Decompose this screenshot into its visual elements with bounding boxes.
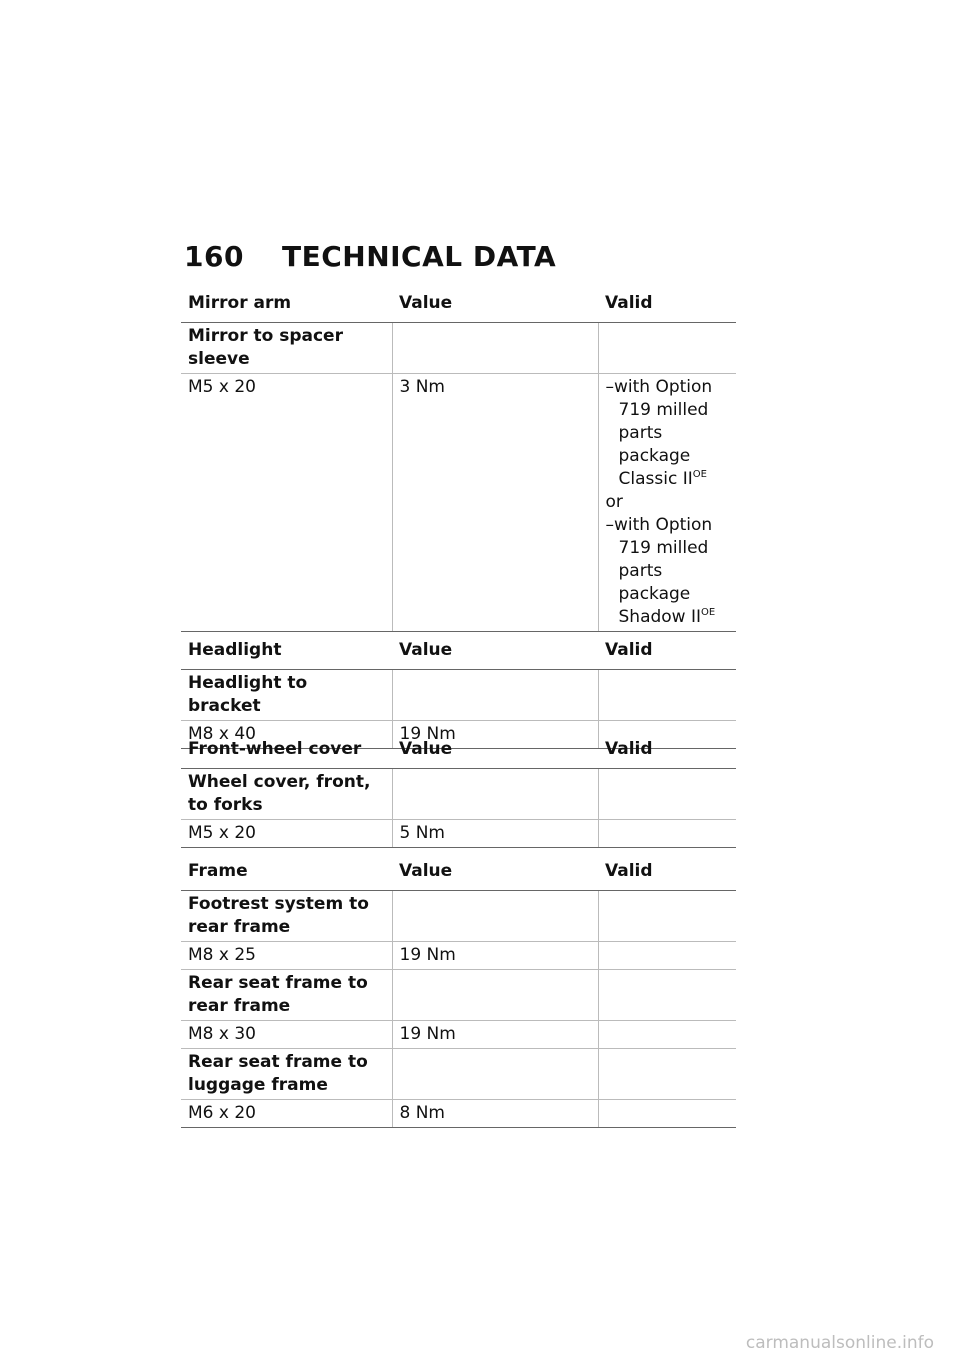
screw-size: M8 x 30	[181, 1021, 392, 1049]
table-row	[181, 891, 736, 942]
empty-cell	[392, 670, 598, 721]
or-separator: or	[605, 492, 623, 512]
table-row	[181, 942, 736, 970]
table-header-row	[181, 860, 736, 891]
validity-condition: –with Option 719 milled parts package Classic $II^{OE}$	[605, 377, 713, 489]
connection-label: Footrest system to rear frame	[181, 891, 392, 942]
connection-label: Mirror to spacer sleeve	[181, 323, 392, 374]
empty-cell	[598, 323, 736, 374]
connection-label: Wheel cover, front, to forks	[181, 769, 392, 820]
table-row	[181, 1021, 736, 1049]
empty-cell	[598, 1021, 736, 1049]
torque-value: 19 Nm	[392, 942, 598, 970]
empty-cell	[392, 1049, 598, 1100]
frame-table	[181, 860, 736, 1128]
page-number: 160	[184, 240, 244, 273]
screw-size: M6 x 20	[181, 1100, 392, 1128]
torque-value: 8 Nm	[392, 1100, 598, 1128]
torque-value: 3 Nm	[392, 374, 598, 632]
empty-cell	[598, 1100, 736, 1128]
table-header-row	[181, 639, 736, 670]
validity-cell	[598, 374, 736, 632]
connection-label: Headlight to bracket	[181, 670, 392, 721]
table-row	[181, 323, 736, 374]
table-row	[181, 1100, 736, 1128]
screw-size: M5 x 20	[181, 820, 392, 848]
empty-cell	[598, 769, 736, 820]
column-header-component: Mirror arm	[181, 292, 392, 323]
watermark-link[interactable]: carmanualsonline.info	[745, 1333, 934, 1353]
torque-value: 19 Nm	[392, 1021, 598, 1049]
table-row	[181, 670, 736, 721]
empty-cell	[392, 769, 598, 820]
table-header-row	[181, 292, 736, 323]
screw-size: M8 x 40	[181, 721, 392, 749]
column-header-component: Headlight	[181, 639, 392, 670]
torque-value: 5 Nm	[392, 820, 598, 848]
connection-label: Rear seat frame to rear frame	[181, 970, 392, 1021]
mirror-arm-table	[181, 292, 736, 632]
oe-marker: OE	[701, 607, 716, 618]
column-header-value: Value	[392, 738, 598, 769]
table-row	[181, 970, 736, 1021]
column-header-value: Value	[392, 639, 598, 670]
empty-cell	[392, 323, 598, 374]
column-header-valid: Valid	[598, 639, 736, 670]
connection-label: Rear seat frame to luggage frame	[181, 1049, 392, 1100]
screw-size: M8 x 25	[181, 942, 392, 970]
torque-value: 19 Nm	[392, 721, 598, 749]
column-header-component: Frame	[181, 860, 392, 891]
column-header-component: Front-wheel cover	[181, 738, 392, 769]
oe-marker: OE	[692, 469, 707, 480]
table-row	[181, 769, 736, 820]
page-title: TECHNICAL DATA	[282, 240, 557, 273]
column-header-value: Value	[392, 292, 598, 323]
page-header	[184, 240, 556, 273]
empty-cell	[598, 942, 736, 970]
empty-cell	[598, 1049, 736, 1100]
empty-cell	[392, 970, 598, 1021]
empty-cell	[598, 670, 736, 721]
table-row	[181, 374, 736, 632]
empty-cell	[598, 891, 736, 942]
column-header-valid: Valid	[598, 292, 736, 323]
headlight-table	[181, 639, 736, 749]
table-header-row	[181, 738, 736, 769]
column-header-valid: Valid	[598, 738, 736, 769]
empty-cell	[598, 820, 736, 848]
empty-cell	[598, 970, 736, 1021]
screw-size: M5 x 20	[181, 374, 392, 632]
validity-condition: –with Option 719 milled parts package Shadow $II^{OE}$	[605, 515, 716, 627]
front-wheel-cover-table	[181, 738, 736, 848]
column-header-value: Value	[392, 860, 598, 891]
column-header-valid: Valid	[598, 860, 736, 891]
empty-cell	[392, 891, 598, 942]
table-row	[181, 1049, 736, 1100]
table-row	[181, 820, 736, 848]
